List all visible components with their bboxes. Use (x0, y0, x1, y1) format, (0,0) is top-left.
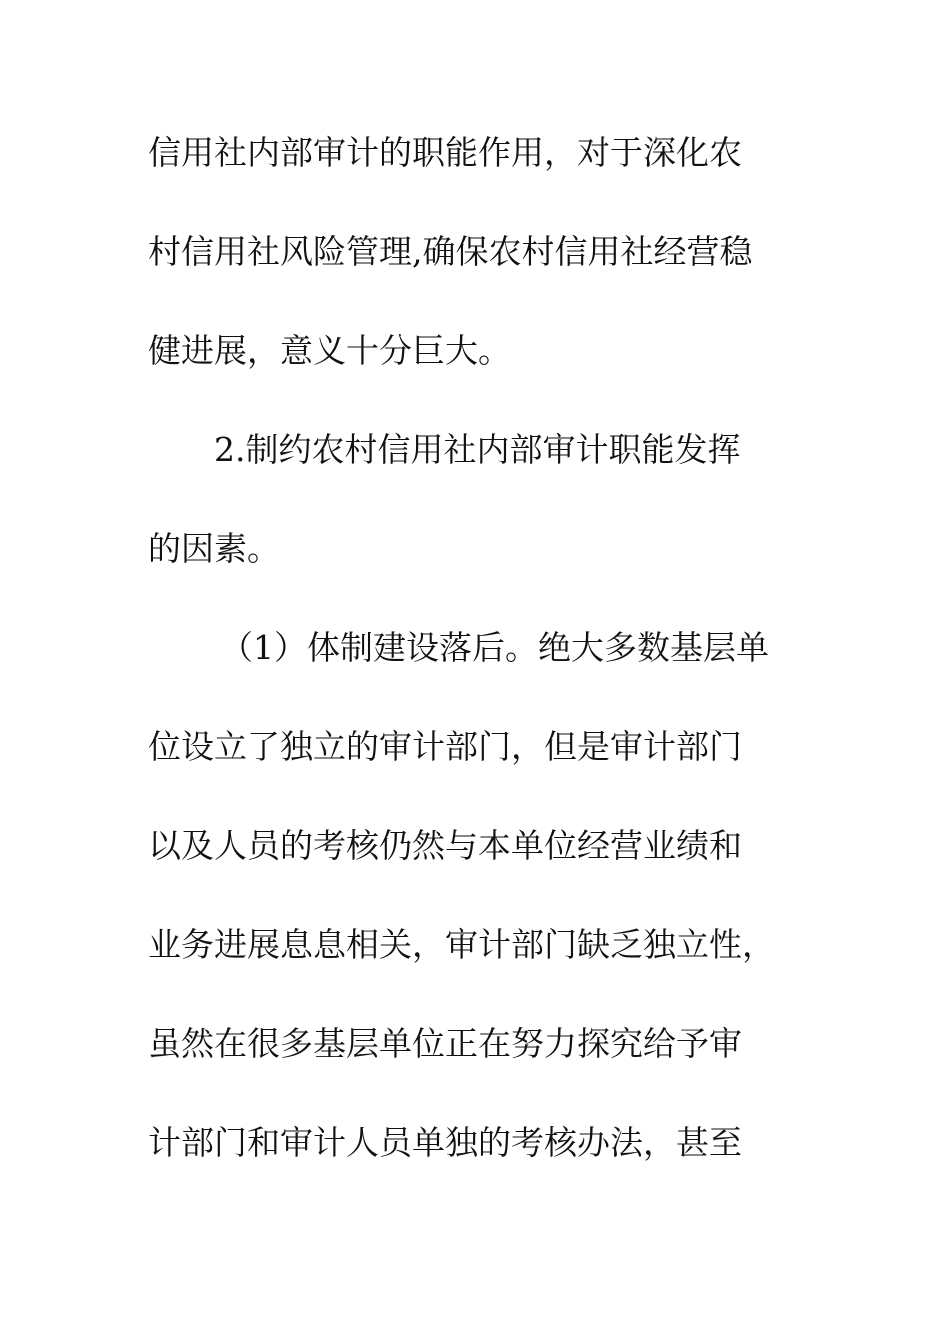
document-body (148, 122, 808, 1211)
text-line-2: 村信用社风险管理,确保农村信用社经营稳 (148, 232, 753, 271)
text-line-7: 位设立了独立的审计部门，但是审计部门 (148, 727, 742, 766)
text-line-8: 以及人员的考核仍然与本单位经营业绩和 (148, 826, 742, 865)
text-line-3: 健进展，意义十分巨大。 (148, 331, 511, 370)
text-line-5: 的因素。 (148, 529, 280, 568)
text-line-10: 虽然在很多基层单位正在努力探究给予审 (148, 1024, 742, 1063)
text-line-11: 计部门和审计人员单独的考核办法，甚至 (148, 1123, 742, 1162)
text-line-1: 信用社内部审计的职能作用，对于深化农 (148, 133, 742, 172)
subsection-heading-1: （1）体制建设落后。绝大多数基层单 (220, 628, 769, 667)
text-line-9: 业务进展息息相关，审计部门缺乏独立性， (148, 925, 775, 964)
section-heading-2: 2.制约农村信用社内部审计职能发挥 (214, 430, 741, 469)
